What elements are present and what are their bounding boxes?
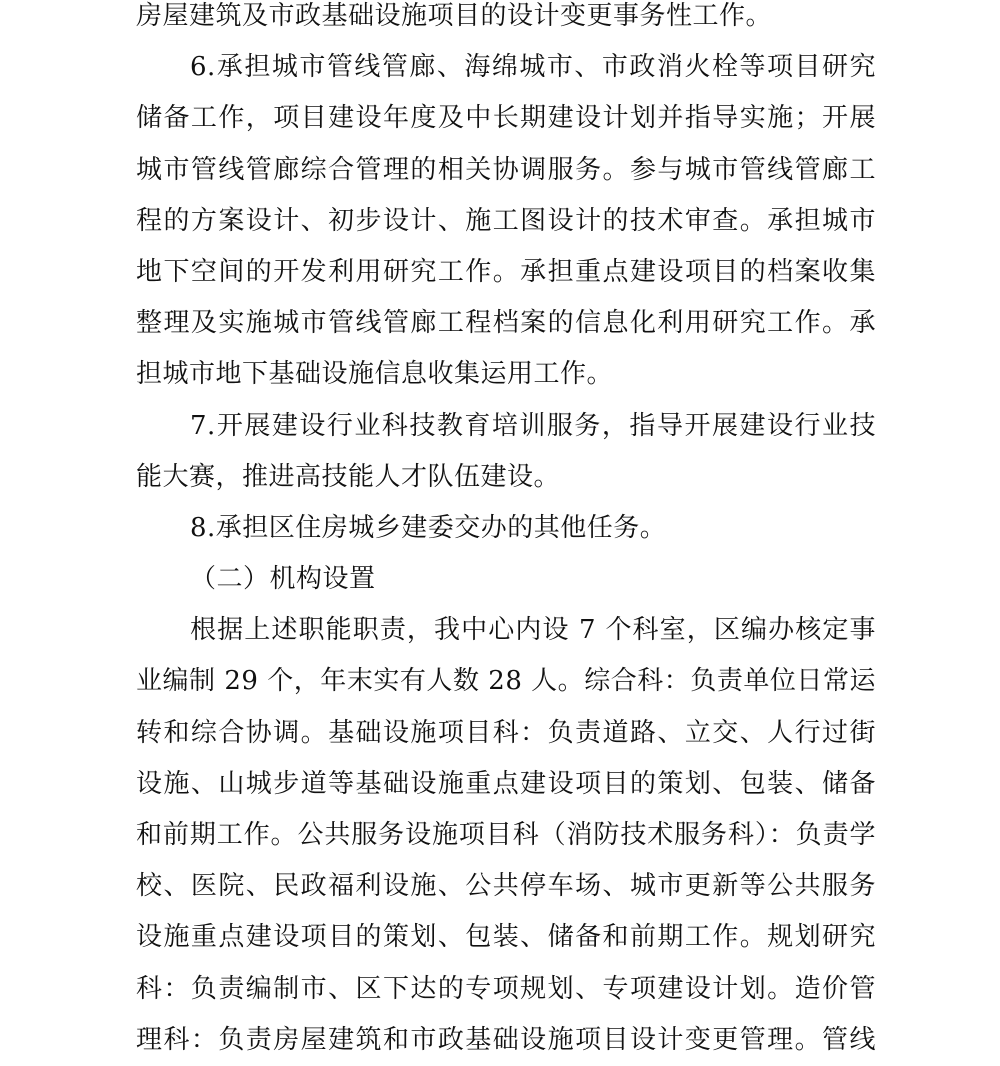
text-line: 能大赛，推进高技能人才队伍建设。 xyxy=(136,461,561,492)
text-line: 房屋建筑及市政基础设施项目的设计变更事务性工作。 xyxy=(136,1,773,31)
paragraph-7-start: 7.开展建设行业科技教育培训服务，指导开展建设行业技 xyxy=(190,410,876,441)
text-line: 整理及实施城市管线管廊工程档案的信息化利用研究工作。承 xyxy=(136,308,876,339)
paragraph-org-start: 根据上述职能职责，我中心内设 7 个科室，区编办核定事 xyxy=(190,615,876,646)
text-line: 城市管线管廊综合管理的相关协调服务。参与城市管线管廊工 xyxy=(136,154,876,185)
section-heading: （二）机构设置 xyxy=(190,564,376,595)
paragraph-8: 8.承担区住房城乡建委交办的其他任务。 xyxy=(190,512,667,543)
text-line: 和前期工作。公共服务设施项目科（消防技术服务科）：负责学 xyxy=(136,820,876,850)
text-line: 程的方案设计、初步设计、施工图设计的技术审查。承担城市 xyxy=(136,205,876,236)
text-line: 校、医院、民政福利设施、公共停车场、城市更新等公共服务 xyxy=(136,871,876,902)
text-line: 设施、山城步道等基础设施重点建设项目的策划、包装、储备 xyxy=(136,768,876,799)
text-line: 储备工作，项目建设年度及中长期建设计划并指导实施；开展 xyxy=(136,103,876,134)
text-line: 转和综合协调。基础设施项目科：负责道路、立交、人行过街 xyxy=(136,717,876,748)
paragraph-6-start: 6.承担城市管线管廊、海绵城市、市政消火栓等项目研究 xyxy=(190,52,876,83)
text-line: 设施重点建设项目的策划、包装、储备和前期工作。规划研究 xyxy=(136,922,876,953)
text-line: 担城市地下基础设施信息收集运用工作。 xyxy=(136,359,614,390)
text-line: 理科：负责房屋建筑和市政基础设施项目设计变更管理。管线 xyxy=(136,1024,876,1055)
text-line: 地下空间的开发利用研究工作。承担重点建设项目的档案收集 xyxy=(136,256,876,287)
document-page xyxy=(136,0,876,1066)
text-line: 业编制 29 个，年末实有人数 28 人。综合科：负责单位日常运 xyxy=(136,666,876,697)
text-line: 科：负责编制市、区下达的专项规划、专项建设计划。造价管 xyxy=(136,973,876,1004)
